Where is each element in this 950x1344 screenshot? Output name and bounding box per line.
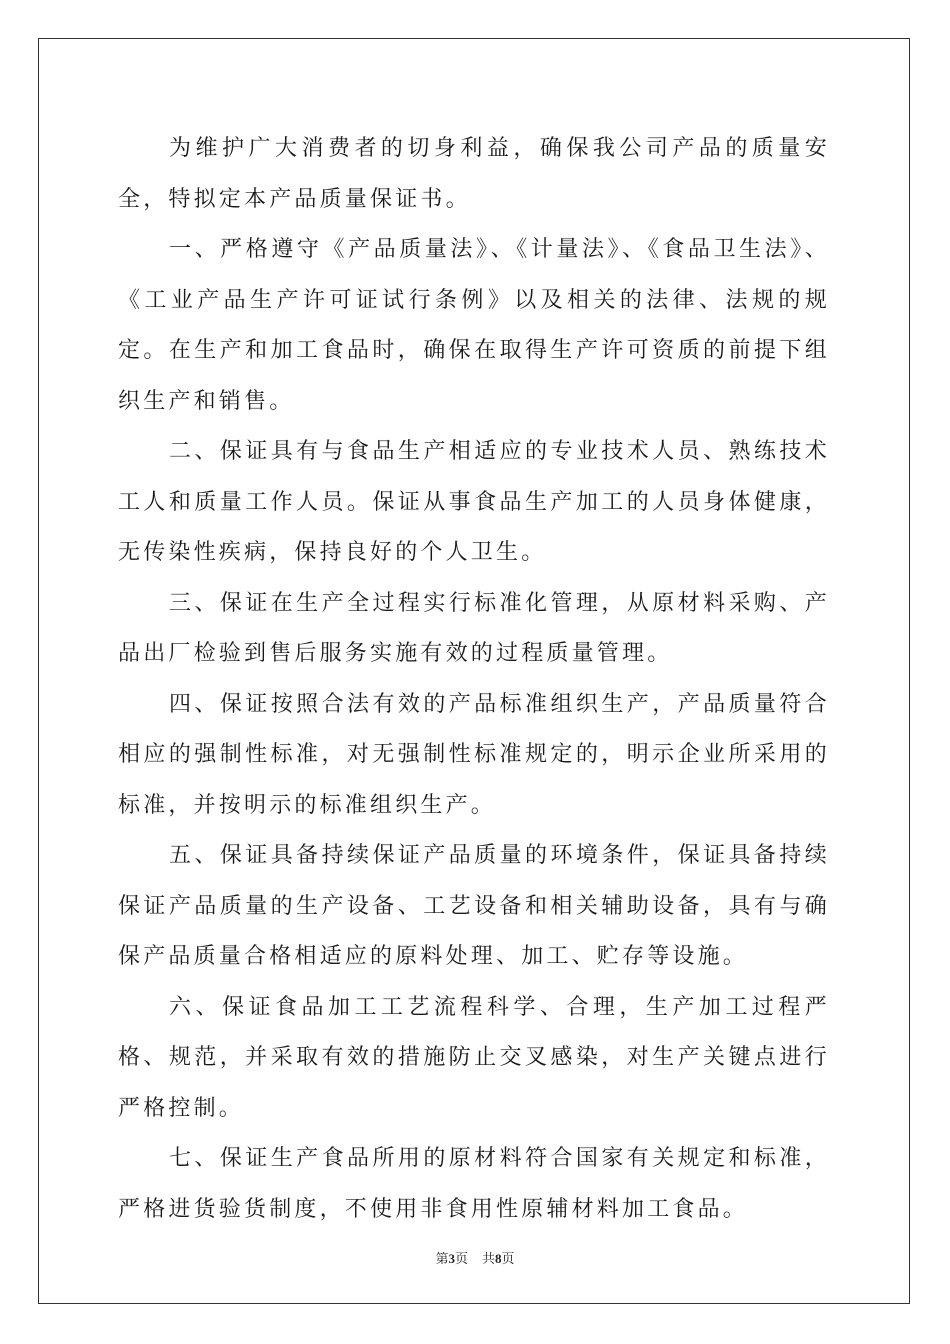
paragraph-clause-4: 四、保证按照合法有效的产品标准组织生产，产品质量符合相应的强制性标准，对无强制性标准规定的，明示企业所采用的标准，并按明示的标准组织生产。	[118, 691, 830, 818]
paragraph-clause-7: 七、保证生产食品所用的原材料符合国家有关规定和标准，严格进货验货制度，不使用非食用性原辅材料加工食品。	[118, 1146, 830, 1222]
total-pages: 8	[495, 1251, 502, 1266]
paragraph-clause-1: 一、严格遵守《产品质量法》、《计量法》、《食品卫生法》、《工业产品生产许可证试行条例》以及相关的法律、法规的规定。在生产和加工食品时，确保在取得生产许可资质的前提下组织生产和销售。	[118, 237, 830, 414]
page-footer	[0, 1248, 950, 1267]
paragraph-intro: 为维护广大消费者的切身利益，确保我公司产品的质量安全，特拟定本产品质量保证书。	[118, 136, 830, 212]
total-pages-label: 共8页	[482, 1251, 515, 1267]
paragraph-clause-3: 三、保证在生产全过程实行标准化管理，从原材料采购、产品出厂检验到售后服务实施有效的过程质量管理。	[118, 590, 830, 666]
page-number-label: 第3页	[435, 1251, 468, 1267]
paragraph-clause-2: 二、保证具有与食品生产相适应的专业技术人员、熟练技术工人和质量工作人员。保证从事食品生产加工的人员身体健康，无传染性疾病，保持良好的个人卫生。	[118, 439, 830, 565]
paragraph-clause-5: 五、保证具备持续保证产品质量的环境条件，保证具备持续保证产品质量的生产设备、工艺设备和相关辅助设备，具有与确保产品质量合格相适应的原料处理、加工、贮存等设施。	[118, 843, 830, 969]
paragraph-clause-6: 六、保证食品加工工艺流程科学、合理，生产加工过程严格、规范，并采取有效的措施防止交叉感染，对生产关键点进行严格控制。	[118, 994, 830, 1121]
page-number: 3	[448, 1251, 455, 1266]
document-body	[118, 124, 830, 1235]
